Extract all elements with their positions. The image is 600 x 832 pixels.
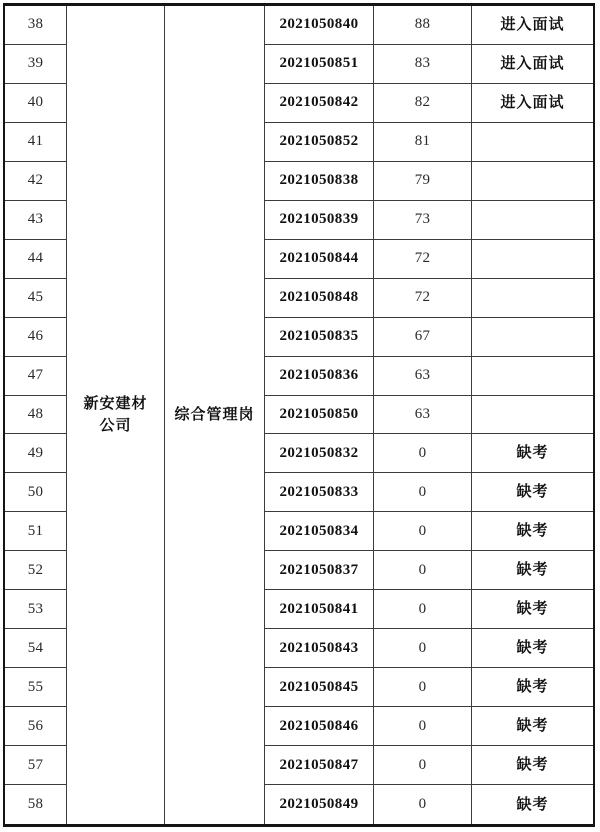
status-cell [472,357,593,396]
score-cell: 79 [374,162,472,201]
status-cell [472,201,593,240]
status-cell: 缺考 [472,707,593,746]
exam-id-cell: 2021050845 [265,668,374,707]
row-number-cell: 41 [5,123,67,162]
row-number-cell: 54 [5,629,67,668]
exam-id-cell: 2021050834 [265,512,374,551]
row-number-cell: 40 [5,84,67,123]
company-name-line1: 新安建材 [83,396,148,412]
status-cell [472,279,593,318]
score-cell: 0 [374,590,472,629]
row-number-cell: 42 [5,162,67,201]
score-cell: 67 [374,318,472,357]
exam-id-cell: 2021050849 [265,785,374,824]
score-cell: 0 [374,707,472,746]
row-number-cell: 51 [5,512,67,551]
row-number-cell: 57 [5,746,67,785]
exam-id-cell: 2021050838 [265,162,374,201]
score-cell: 0 [374,434,472,473]
score-cell: 0 [374,512,472,551]
exam-id-cell: 2021050852 [265,123,374,162]
status-cell [472,318,593,357]
row-number-cell: 49 [5,434,67,473]
row-number-cell: 55 [5,668,67,707]
status-cell: 进入面试 [472,6,593,45]
status-cell: 缺考 [472,668,593,707]
exam-id-cell: 2021050839 [265,201,374,240]
exam-id-cell: 2021050840 [265,6,374,45]
status-cell: 缺考 [516,796,549,813]
exam-id-cell: 2021050835 [265,318,374,357]
score-cell: 63 [374,396,472,435]
exam-id-cell: 2021050833 [265,473,374,512]
status-cell: 缺考 [472,434,593,473]
row-number-cell: 38 [5,6,67,45]
status-cell: 缺考 [472,512,593,551]
score-cell: 0 [374,746,472,785]
score-cell: 0 [374,668,472,707]
score-cell: 0 [374,629,472,668]
results-table [3,3,595,827]
position-cell: 综合管理岗 [165,6,265,824]
exam-id-cell: 2021050846 [265,707,374,746]
exam-id-cell: 2021050837 [265,551,374,590]
status-cell: 缺考 [472,629,593,668]
row-number-cell: 46 [5,318,67,357]
row-number-cell: 52 [5,551,67,590]
status-cell [472,240,593,279]
exam-id-cell: 2021050848 [265,279,374,318]
score-cell: 82 [374,84,472,123]
score-cell: 72 [374,240,472,279]
status-cell [472,162,593,201]
score-cell: 0 [374,785,472,824]
score-cell: 63 [374,357,472,396]
row-number-cell: 44 [5,240,67,279]
status-cell: 缺考 [472,746,593,785]
status-cell: 进入面试 [472,84,593,123]
exam-id-cell: 2021050841 [265,590,374,629]
exam-id-cell: 2021050842 [265,84,374,123]
exam-id-cell: 2021050851 [265,45,374,84]
row-number-cell: 47 [5,357,67,396]
exam-id-cell: 2021050843 [265,629,374,668]
exam-id-cell: 2021050832 [265,434,374,473]
score-cell: 81 [374,123,472,162]
score-cell: 88 [374,6,472,45]
score-cell: 83 [374,45,472,84]
score-cell: 72 [374,279,472,318]
status-cell: 缺考 [472,590,593,629]
exam-id-cell: 2021050844 [265,240,374,279]
status-cell [472,123,593,162]
score-cell: 0 [374,473,472,512]
row-number-cell: 43 [5,201,67,240]
score-cell: 0 [374,551,472,590]
row-number-cell: 45 [5,279,67,318]
exam-id-cell: 2021050847 [265,746,374,785]
status-cell [472,396,593,435]
company-cell [67,6,165,824]
status-cell: 缺考 [472,551,593,590]
row-number-cell: 53 [5,590,67,629]
row-number-cell: 58 [5,785,67,824]
row-number-cell: 48 [5,396,67,435]
exam-id-cell: 2021050836 [265,357,374,396]
row-number-cell: 50 [5,473,67,512]
status-cell: 缺考 [472,473,593,512]
row-number-cell: 39 [5,45,67,84]
status-cell: 进入面试 [472,45,593,84]
company-name-line2: 公司 [99,418,132,434]
score-cell: 73 [374,201,472,240]
row-number-cell: 56 [5,707,67,746]
exam-id-cell: 2021050850 [265,396,374,435]
